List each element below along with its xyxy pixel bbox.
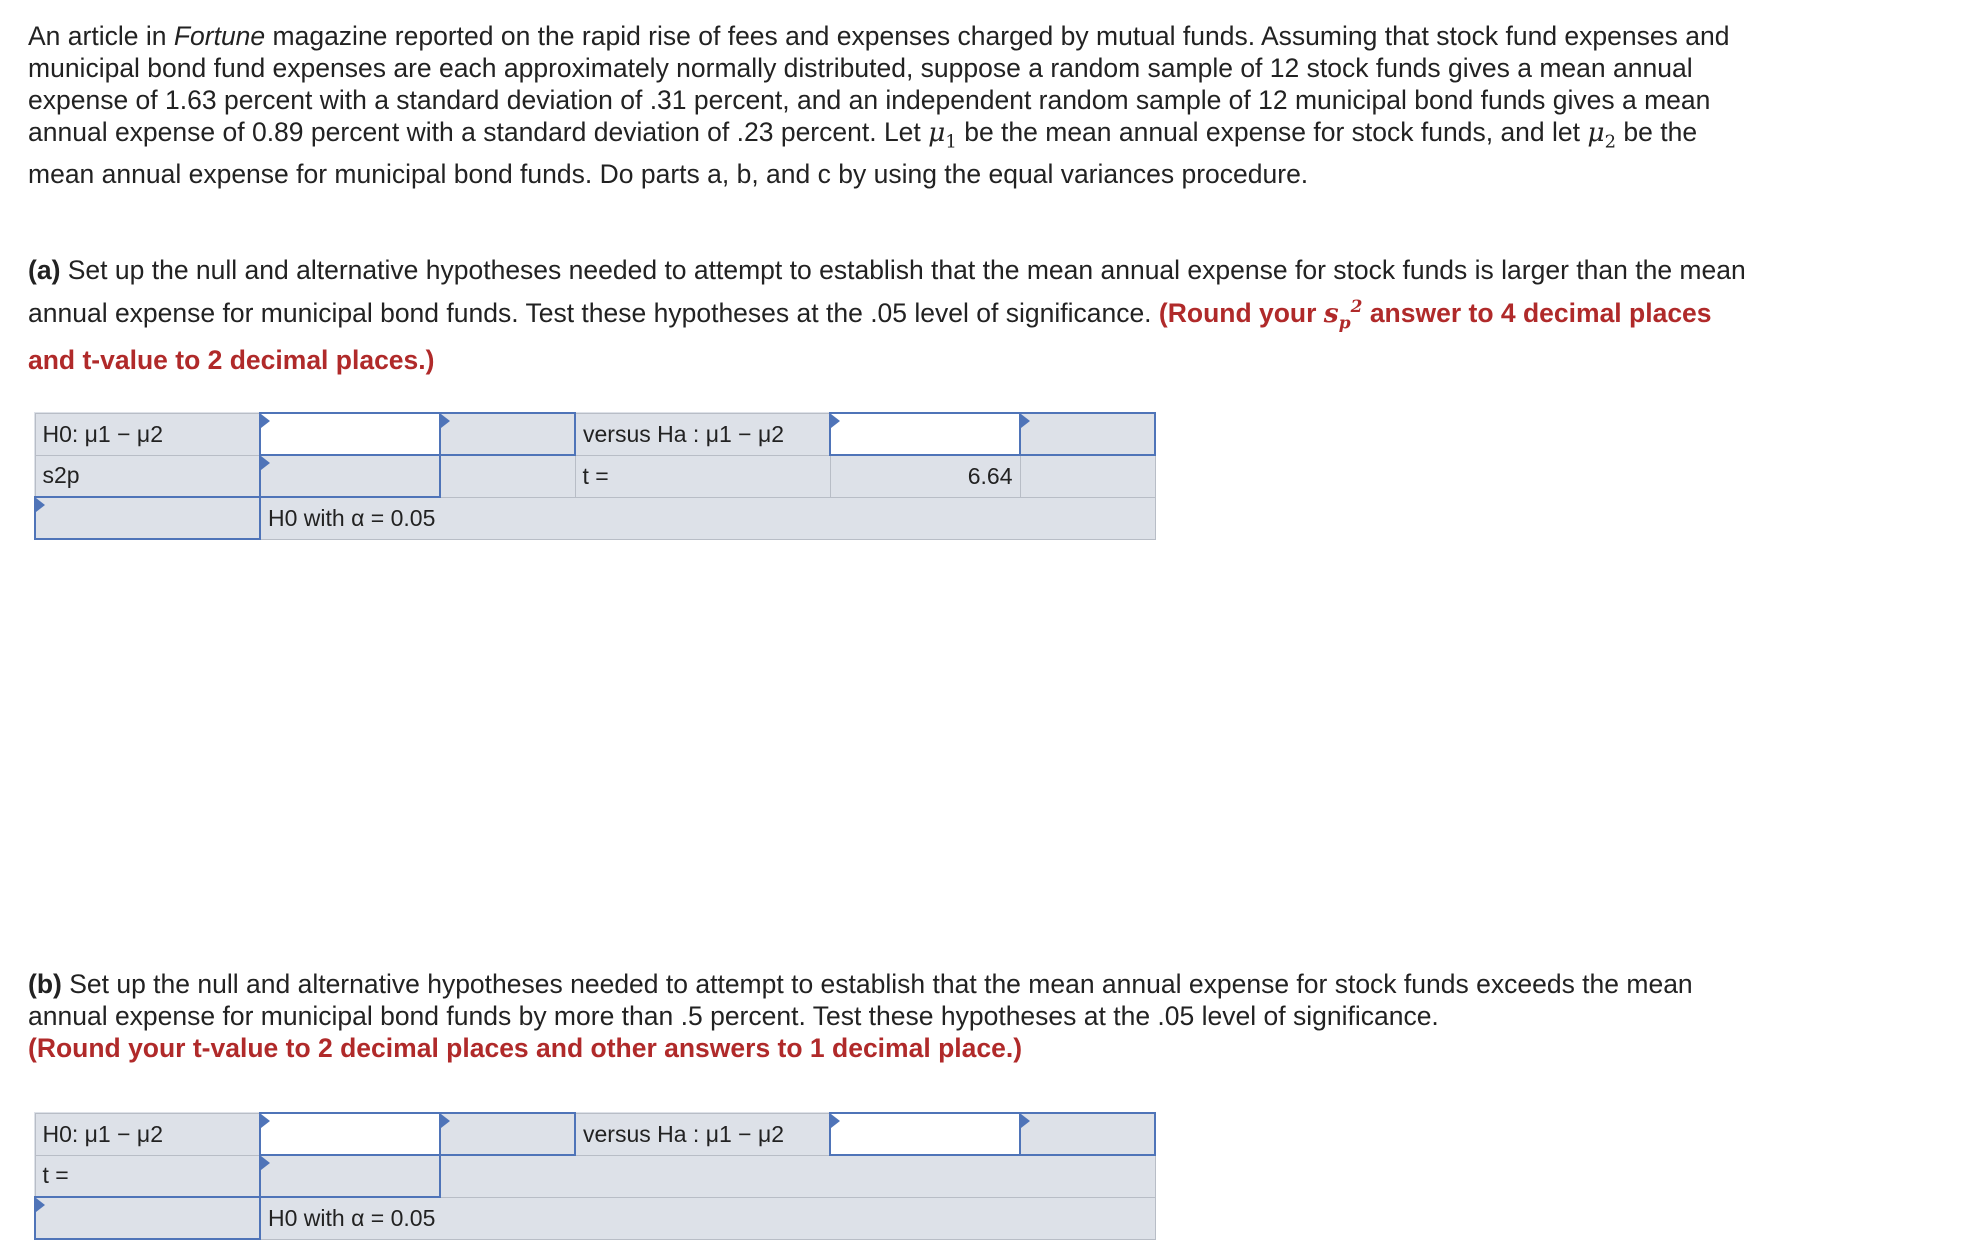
h0-alpha-label: H0 with α = 0.05 [260, 497, 1155, 539]
b-h0-alpha-label: H0 with α = 0.05 [260, 1197, 1155, 1239]
s2p-label: s2p [35, 455, 260, 497]
part-b-rounding-note: (Round your t-value to 2 decimal places and other answers to 1 decimal place.) [28, 1033, 1023, 1063]
part-b-question: (b) Set up the null and alternative hypotheses needed to attempt to establish that the mean annual expense for stock funds exceeds the mean annual expense for municipal bond funds by more than .5 percent. Test these hypotheses at the .05 level of significance. (Round your t-value to 2 decimal places and other answers to 1 decimal place.) [28, 969, 1693, 1063]
b-decision-dropdown[interactable] [35, 1197, 260, 1239]
part-a-row-decision [35, 497, 1155, 539]
part-a-answer-table [34, 412, 1156, 540]
mu1-symbol: $\mu_1$ [928, 117, 957, 153]
b-ha-label: versus Ha : μ1 − μ2 [575, 1113, 830, 1155]
s2p-input[interactable] [260, 455, 440, 497]
part-a-row-hypotheses [35, 413, 1155, 455]
ha-operator-dropdown[interactable] [1020, 413, 1155, 455]
part-a-rounding-note: (Round your $s_p^2$ answer to 4 decimal places and t-value to 2 decimal places.) [28, 297, 1712, 376]
part-b-label: (b) [28, 969, 62, 999]
t-label: t = [575, 455, 830, 497]
b-t-input[interactable] [260, 1155, 440, 1197]
h0-operator-dropdown[interactable] [440, 413, 575, 455]
sp-squared-symbol: $s_p^2$ [1323, 297, 1363, 334]
b-t-label: t = [35, 1155, 260, 1197]
part-b-row-hypotheses [35, 1113, 1155, 1155]
mu2-symbol: $\mu_2$ [1587, 117, 1617, 153]
part-a-question: (a) Set up the null and alternative hypotheses needed to attempt to establish that the mean annual expense for stock funds is larger than the mean annual expense for municipal bond funds. Test these hypotheses at the .05 level of significance. (Round your $s_p^2$ answer to 4 decimal places and t-value to 2 decimal places.) [28, 255, 1746, 376]
ha-value-input[interactable] [830, 413, 1020, 455]
b-ha-value-input[interactable] [830, 1113, 1020, 1155]
magazine-name: Fortune [173, 21, 266, 51]
b-ha-operator-dropdown[interactable] [1020, 1113, 1155, 1155]
b-h0-label: H0: μ1 − μ2 [35, 1113, 260, 1155]
h0-value-input[interactable] [260, 413, 440, 455]
h0-label: H0: μ1 − μ2 [35, 413, 260, 455]
b-h0-value-input[interactable] [260, 1113, 440, 1155]
part-b-row-decision [35, 1197, 1155, 1239]
part-a-row-statistics [35, 455, 1155, 497]
part-a-label: (a) [28, 255, 61, 285]
b-h0-operator-dropdown[interactable] [440, 1113, 575, 1155]
part-b-answer-table [34, 1112, 1156, 1240]
ha-label: versus Ha : μ1 − μ2 [575, 413, 830, 455]
part-b-row-statistics [35, 1155, 1155, 1197]
decision-dropdown[interactable] [35, 497, 260, 539]
t-value: 6.64 [830, 455, 1020, 497]
intro-paragraph: An article in Fortune magazine reported on the rapid rise of fees and expenses charged by mutual funds. Assuming that stock fund expenses and municipal bond fund expenses are each approximately normally distributed, suppose a random sample of 12 stock funds gives a mean annual expense of 1.63 percent with a standard deviation of .31 percent, and an independent random sample of 12 municipal bond funds gives a mean annual expense of 0.89 percent with a standard deviation of .23 percent. Let $\mu_1$ be the mean annual expense for stock funds, and let $\mu_2$ be the mean annual expense for municipal bond funds. Do parts a, b, and c by using the equal variances procedure. [28, 21, 1730, 190]
